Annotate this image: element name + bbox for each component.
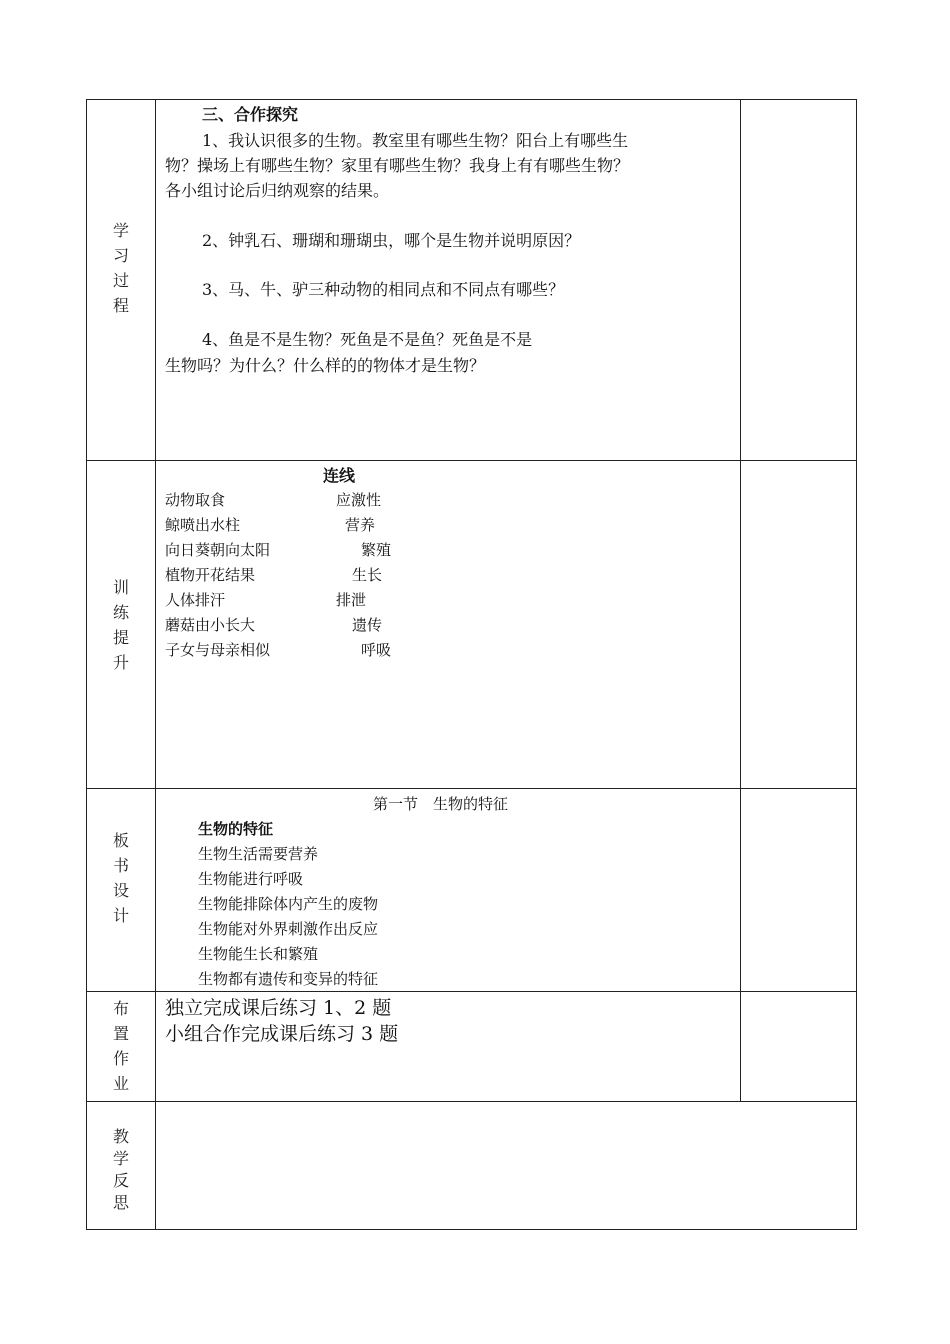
label-char: 练 bbox=[112, 603, 129, 622]
board-item: 生物都有遗传和变异的特征 bbox=[198, 970, 379, 988]
row-divider bbox=[86, 460, 857, 461]
reflection-label bbox=[87, 1126, 155, 1214]
board-item: 生物能对外界刺激作出反应 bbox=[198, 920, 379, 938]
study-process-label bbox=[87, 218, 155, 318]
training-label bbox=[87, 575, 155, 675]
question-1-line-1: 1、我认识很多的生物。教室里有哪些生物？阳台上有哪些生 bbox=[202, 131, 629, 150]
matching-right-item: 生长 bbox=[352, 566, 383, 584]
homework-line-2: 小组合作完成课后练习 3 题 bbox=[165, 1023, 399, 1045]
board-title: 第一节 生物的特征 bbox=[373, 795, 509, 813]
label-char: 板 bbox=[112, 831, 129, 850]
matching-right-item: 营养 bbox=[345, 516, 376, 534]
question-1-line-2: 物？操场上有哪些生物？家里有哪些生物？我身上有有哪些生物？ bbox=[165, 156, 630, 175]
matching-left-item: 鲸喷出水柱 bbox=[165, 516, 241, 534]
row-divider bbox=[86, 1101, 857, 1102]
question-4-line-2: 生物吗？为什么？什么样的的物体才是生物？ bbox=[165, 356, 486, 375]
label-char: 学 bbox=[112, 1149, 129, 1168]
label-char: 思 bbox=[112, 1193, 129, 1212]
notes-column-divider bbox=[740, 99, 741, 1102]
label-char: 计 bbox=[112, 906, 129, 925]
matching-right-item: 排泄 bbox=[336, 591, 367, 609]
label-char: 设 bbox=[112, 881, 129, 900]
label-char: 训 bbox=[112, 578, 129, 597]
board-design-label bbox=[87, 828, 155, 928]
label-char: 习 bbox=[112, 246, 129, 265]
matching-right-item: 呼吸 bbox=[361, 641, 392, 659]
matching-left-item: 动物取食 bbox=[165, 491, 226, 509]
label-char: 布 bbox=[112, 999, 129, 1018]
question-2: 2、钟乳石、珊瑚和珊瑚虫，哪个是生物并说明原因？ bbox=[202, 231, 581, 250]
label-char: 反 bbox=[112, 1171, 129, 1190]
label-char: 业 bbox=[112, 1074, 129, 1093]
label-char: 提 bbox=[112, 628, 129, 647]
row-divider bbox=[86, 788, 857, 789]
label-char: 学 bbox=[112, 221, 129, 240]
matching-right-item: 遗传 bbox=[352, 616, 383, 634]
question-3: 3、马、牛、驴三种动物的相同点和不同点有哪些？ bbox=[202, 280, 565, 299]
label-char: 升 bbox=[112, 653, 129, 672]
table-frame bbox=[86, 99, 857, 1230]
cooperative-inquiry-heading: 三、合作探究 bbox=[202, 105, 299, 124]
question-4-line-1: 4、鱼是不是生物？死鱼是不是鱼？死鱼是不是 bbox=[202, 330, 533, 349]
matching-right-item: 繁殖 bbox=[361, 541, 392, 559]
label-char: 教 bbox=[112, 1127, 129, 1146]
board-item: 生物能进行呼吸 bbox=[198, 870, 304, 888]
matching-left-item: 植物开花结果 bbox=[165, 566, 256, 584]
board-item: 生物生活需要营养 bbox=[198, 845, 319, 863]
label-char: 书 bbox=[112, 856, 129, 875]
label-char: 作 bbox=[112, 1049, 129, 1068]
matching-left-item: 人体排汗 bbox=[165, 591, 226, 609]
board-subtitle: 生物的特征 bbox=[198, 820, 274, 838]
matching-left-item: 子女与母亲相似 bbox=[165, 641, 271, 659]
matching-left-item: 向日葵朝向太阳 bbox=[165, 541, 271, 559]
homework-label bbox=[87, 996, 155, 1096]
matching-heading: 连线 bbox=[323, 466, 356, 485]
label-char: 置 bbox=[112, 1024, 129, 1043]
label-column-divider bbox=[155, 99, 156, 1230]
matching-left-item: 蘑菇由小长大 bbox=[165, 616, 256, 634]
board-item: 生物能生长和繁殖 bbox=[198, 945, 319, 963]
matching-right-item: 应激性 bbox=[336, 491, 382, 509]
question-1-line-3: 各小组讨论后归纳观察的结果。 bbox=[165, 181, 390, 200]
row-divider bbox=[86, 991, 857, 992]
label-char: 过 bbox=[112, 271, 129, 290]
label-char: 程 bbox=[112, 296, 129, 315]
board-item: 生物能排除体内产生的废物 bbox=[198, 895, 379, 913]
homework-line-1: 独立完成课后练习 1、2 题 bbox=[165, 997, 392, 1019]
